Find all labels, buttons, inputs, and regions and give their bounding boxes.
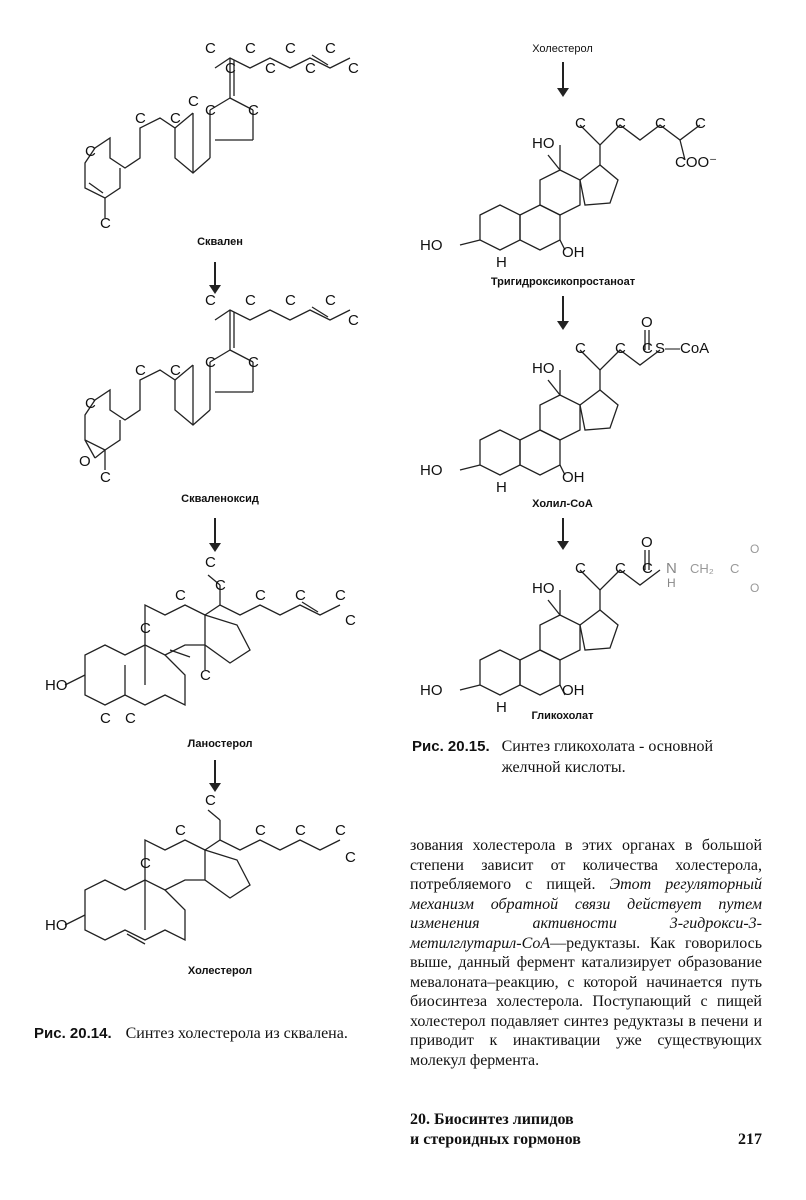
atom-c: C [170,110,181,127]
atom-c: C [348,60,359,77]
atom-c: C [345,849,356,866]
atom-c: C [295,822,306,839]
figure-14-text: Синтез холестерола из сквалена. [125,1025,348,1042]
squalene-oxide-chain [85,307,350,470]
atom-c: C [575,560,586,577]
reaction-arrow [214,262,216,292]
atom-c: C [188,93,199,110]
lanosterol-atoms [45,554,356,727]
atom-c: C [100,215,111,232]
atom-c: C [285,40,296,57]
atom-c: C [135,362,146,379]
atom-c: C [335,587,346,604]
atom-c: C [615,340,626,357]
atom-ho: HO [420,237,443,254]
atom-c: C [255,587,266,604]
reaction-arrow [562,296,564,328]
atom-c: C [205,554,216,571]
atom-c: C [348,312,359,329]
body-text-italic: Этот регуляторный механизм обратной связи действует путем изменения активности 3-гидрокси-3-метилглутарил-СоА [410,876,763,952]
atom-coo: COO⁻ [675,154,718,171]
section-title-line1: 20. Биосинтез липидов [410,1111,574,1128]
atom-ho: HO [532,135,555,152]
page-number: 217 [738,1131,762,1148]
glycocholate-structure [420,534,760,720]
atom-c: C [85,143,96,160]
reaction-arrow [562,518,564,548]
atom-c: C [325,292,336,309]
body-text-1: зования холестерола в этих органах в большой степени зависит от количества холестерола, потребляемого с пищей. [410,837,762,893]
squalene-oxide-atoms [79,292,359,486]
figure-15-number: Рис. 20.15. [412,738,490,755]
atom-h: H [496,699,507,716]
atom-c: C [140,855,151,872]
atom-ho: HO [420,462,443,479]
atom-c: C [265,60,276,77]
body-text-2: —редуктазы. Как говорилось выше, данный фермент катализирует образование мевалоната–реакцию, с которой начинается путь биосинтеза холестерола. Поступающий с пищей холестерол подавляет синтез редуктазы в печени и приводит к инактивации уже существующих молекул фермента. [410,934,762,1069]
atom-c: C [225,60,236,77]
atom-c: C [642,340,653,357]
figure-14-caption [34,1023,394,1044]
atom-c: C [335,822,346,839]
atom-s-coa: S—CoA [655,340,710,357]
glyco-label: Гликохолат [531,710,594,722]
squalene-chain [85,55,350,218]
trihydroxycoprostanoate-structure [420,105,750,275]
atom-ch2: CH₂ [690,561,714,576]
atom-c: C [730,561,740,576]
atom-c: C [205,792,216,809]
section-title-line2: и стероидных гормонов [410,1131,581,1148]
atom-c: C [295,587,306,604]
atom-c: C [248,354,259,371]
atom-c: C [345,612,356,629]
atom-o: O [641,534,653,551]
atom-h: H [667,576,676,590]
atom-c: C [170,362,181,379]
atom-c: C [215,577,226,594]
atom-c: C [205,354,216,371]
squalene-label: Сквален [197,236,243,248]
atom-oh: OH [562,682,585,699]
atom-oh: OH [562,469,585,486]
page-footer [410,1110,762,1150]
cholyl-coa-structure [420,314,750,500]
atom-ho: HO [532,580,555,597]
atom-oh: OH [562,244,585,261]
atom-h: H [496,254,507,271]
atom-o: O [641,314,653,331]
squalene-oxide-label: Скваленоксид [181,493,259,505]
tri-label: Тригидроксикопростаноат [490,276,636,288]
atom-c: C [248,102,259,119]
atom-c: C [285,292,296,309]
tri-atoms [420,115,717,271]
atom-o: O [750,542,760,556]
squalene-atoms [85,40,359,232]
atom-c: C [140,620,151,637]
reaction-arrow [214,760,216,790]
figure-15-text: Синтез гликохолата - основной желчной кислоты. [501,738,714,776]
atom-c: C [245,40,256,57]
body-paragraph [410,836,762,1070]
atom-c: C [615,115,626,132]
atom-n: N [666,560,677,577]
atom-o: O [79,453,91,470]
atom-c: C [100,710,111,727]
figure-15-caption [412,736,772,778]
atom-c: C [100,469,111,486]
atom-ho: HO [532,360,555,377]
atom-c: C [175,822,186,839]
atom-c: C [85,395,96,412]
tri-rings [460,125,700,250]
atom-c: C [205,102,216,119]
atom-c: C [305,60,316,77]
atom-c: C [695,115,706,132]
atom-c: C [205,292,216,309]
atom-ho: HO [420,682,443,699]
lanosterol-label: Ланостерол [187,738,253,750]
atom-c: C [245,292,256,309]
atom-c: C [135,110,146,127]
glyco-rings [460,550,660,695]
atom-c: C [255,822,266,839]
squalene-structure [75,38,375,238]
atom-c: C [325,40,336,57]
atom-c: C [200,667,211,684]
cholesterol-label: Холестерол [187,965,253,977]
atom-c: C [125,710,136,727]
atom-c: C [655,115,666,132]
atom-ho: HO [45,917,68,934]
cholesterol-structure [45,790,375,965]
cholyl-label: Холил-CoA [532,498,593,510]
atom-c: C [642,560,653,577]
atom-c: C [205,40,216,57]
glyco-atoms [420,534,759,716]
atom-ho: HO [45,677,68,694]
cholesterol-atoms [45,792,356,934]
atom-c: C [575,340,586,357]
atom-h: H [496,479,507,496]
atom-o: O [750,581,760,595]
squalene-oxide-structure [75,290,375,490]
atom-c: C [615,560,626,577]
atom-c: C [575,115,586,132]
reaction-arrow [562,62,564,95]
cholesterol-top-label: Холестерол [532,43,593,55]
atom-c: C [175,587,186,604]
figure-14-number: Рис. 20.14. [34,1025,112,1042]
lanosterol-structure [45,545,375,735]
cholyl-rings [460,330,660,475]
